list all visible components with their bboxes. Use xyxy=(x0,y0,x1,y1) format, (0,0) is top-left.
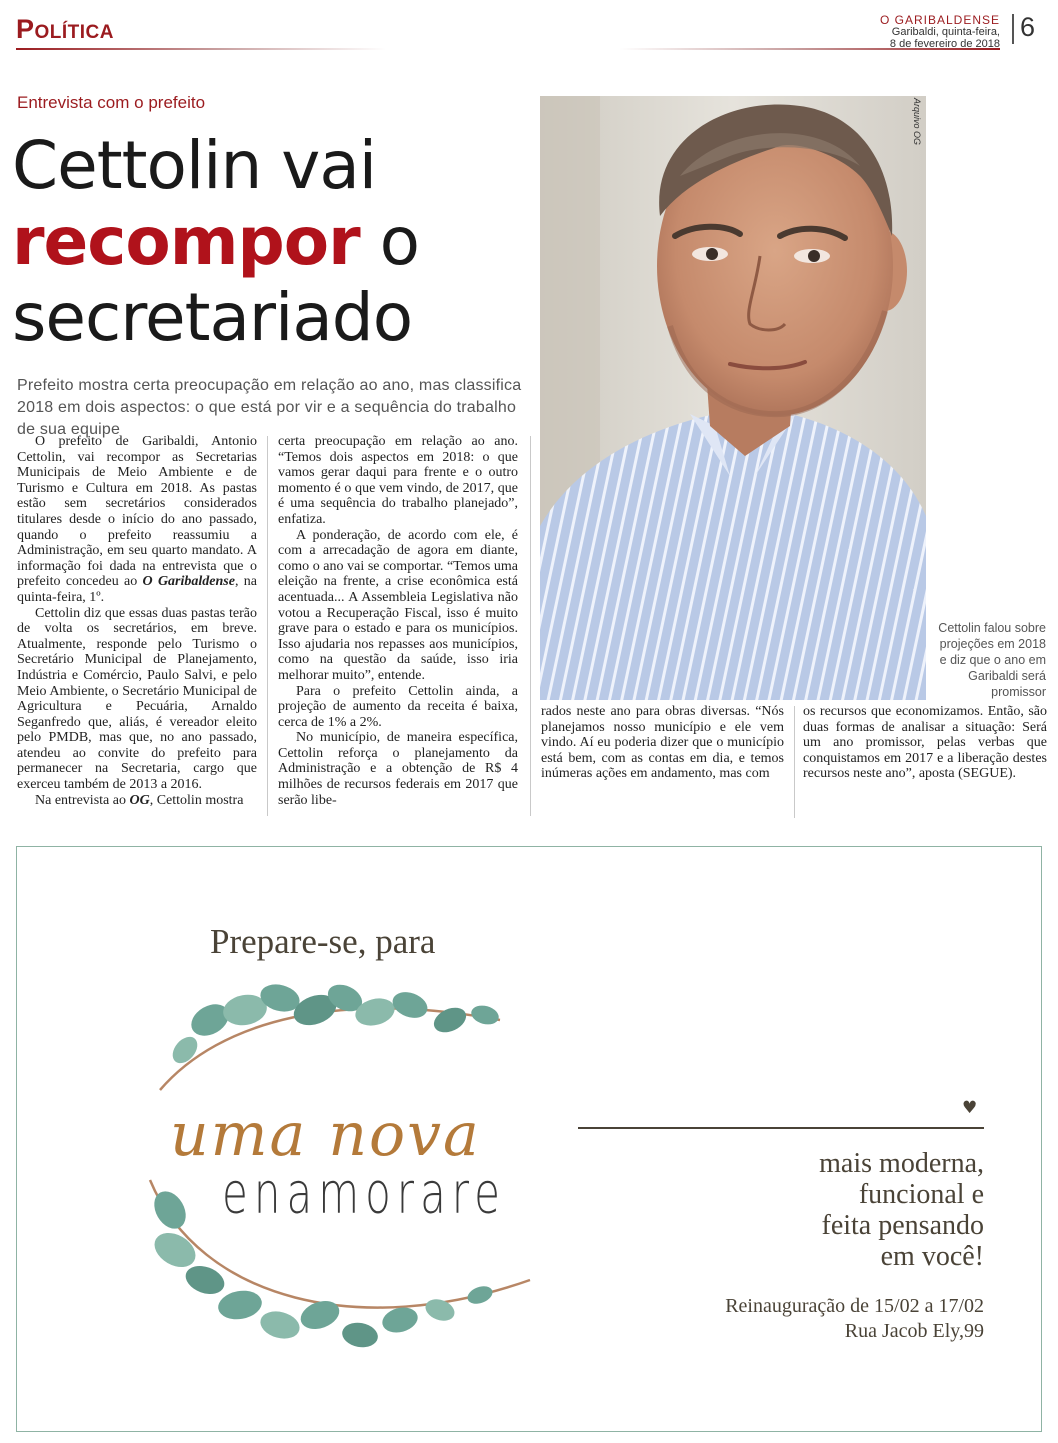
tagline-line: em você! xyxy=(880,1241,984,1272)
headline-line-2-rest: o xyxy=(359,203,420,280)
heart-icon: ♥ xyxy=(962,1098,978,1118)
newspaper-reference: O Garibaldense xyxy=(142,574,235,590)
paragraph-text: Na entrevista ao xyxy=(35,792,130,808)
article-column-1 xyxy=(17,434,257,808)
article-headline xyxy=(12,128,532,356)
paragraph: No município, de maneira específica, Cettolin reforça o planejamento da Administração e a obtenção de R$ 4 milhões de recursos federais em 2017 que serão libe- xyxy=(278,730,518,808)
column-divider xyxy=(530,436,531,816)
paragraph: rados neste ano para obras diversas. “Nós planejamos nosso município e ele vem vindo. Aí eu poderia dizer que o município está bem, com as contas em dia, e temos inúmeras ações em andamento, mas com xyxy=(541,704,784,782)
paragraph: A ponderação, de acordo com ele, é com a arrecadação de agora em diante, como o ano vai se comportar. “Temos uma eleição na frente, a crise econômica está acentuada... A Assembleia Legislativa não votou a Recuperação Fiscal, isso é muito grave para o estado e para os municípios. Isso ajudaria nos repasses aos municípios, como na questão da saúde, isso iria melhorar muito”, entende. xyxy=(278,527,518,683)
newspaper-name: O GARIBALDENSE xyxy=(879,13,1000,27)
paragraph: Cettolin diz que essas duas pastas terão de volta os secretários, em breve. Atualmente, responde pelo Turismo o Secretário Municipal de Planejamento, Indústria e Comércio, Paulo Salvi, e pelo Meio Ambiente, o Secretário Municipal de Agricultura e Pecuária, Arnaldo Seganfredo que, aliás, é vereador eleito pelo PMDB, mas que, no ano passado, atendeu ao convite do prefeito para permanecer na Secretaria, cargo que exerceu também de 2013 a 2016. xyxy=(17,605,257,793)
ad-tagline xyxy=(700,1148,984,1272)
headline-line-3: secretariado xyxy=(12,279,413,356)
header-separator xyxy=(1012,14,1014,44)
header-divider-left xyxy=(16,48,386,50)
headline-line-1: Cettolin vai xyxy=(12,127,377,204)
article-column-2 xyxy=(278,434,518,808)
column-divider xyxy=(267,436,268,816)
column-divider xyxy=(794,706,795,818)
ad-lead-text: Prepare-se, para xyxy=(210,922,436,961)
photo-credit: Arquivo OG xyxy=(912,98,922,146)
brand-logo: enamorare xyxy=(222,1160,506,1227)
date-line-1: Garibaldi, quinta-feira, xyxy=(891,26,1000,38)
tagline-line: funcional e xyxy=(858,1179,984,1210)
paragraph-text: O prefeito de Garibaldi, Antonio Cettolin, vai recompor as Secretarias Municipais de Meio Ambiente e de Turismo e Cultura em 2018. As pastas estão sem secretários considerados titulares desde o início do ano passado, quando o prefeito reassumiu a Administração, em seu quarto mandato. A informação foi dada na entrevista que o prefeito concedeu ao xyxy=(17,434,257,590)
headline-emphasis: recompor xyxy=(12,203,360,280)
article-column-3 xyxy=(541,704,784,782)
date-line-2: 8 de fevereiro de 2018 xyxy=(889,38,1000,50)
portrait-photo xyxy=(540,96,926,700)
event-dates: Reinauguração de 15/02 a 17/02 xyxy=(725,1295,984,1317)
article-standfirst: Prefeito mostra certa preocupação em relação ao ano, mas classifica 2018 em dois aspectos: o que está por vir e a sequência do trabalho de sua equipe xyxy=(17,377,522,438)
event-address: Rua Jacob Ely,99 xyxy=(844,1320,984,1342)
headline-line-2 xyxy=(12,204,532,280)
paragraph: certa preocupação em relação ao ano. “Temos dois aspectos em 2018: o que vamos gerar daqui para frente e o outro momento é o que vem vindo, de 2017, que é uma sequência do trabalho planejado”, enfatiza. xyxy=(278,434,518,527)
article-column-4 xyxy=(803,704,1047,782)
paragraph xyxy=(17,793,257,809)
paragraph-text: , na quinta-feira, 1º. xyxy=(17,574,257,605)
ad-divider xyxy=(578,1127,984,1129)
portrait-illustration xyxy=(540,96,926,700)
ad-script-text: uma nova xyxy=(170,1100,481,1170)
paragraph xyxy=(17,434,257,606)
newspaper-info xyxy=(880,14,1000,50)
section-title: Política xyxy=(16,14,114,44)
paragraph: Para o prefeito Cettolin ainda, a projeção de aumento da receita é baixa, cerca de 1% a 2%. xyxy=(278,683,518,730)
tagline-line: mais moderna, xyxy=(819,1148,984,1179)
article-kicker: Entrevista com o prefeito xyxy=(17,93,206,112)
tagline-line: feita pensando xyxy=(821,1210,984,1241)
newspaper-reference: OG xyxy=(129,792,150,808)
paragraph: os recursos que economizamos. Então, são duas formas de analisar a situação: Será um ano promissor, pelas verbas que conquistamos em 2017 e a liberação destes recursos neste ano”, aposta (SEGUE). xyxy=(803,704,1047,782)
photo-caption: Cettolin falou sobre projeções em 2018 e diz que o ano em Garibaldi será promissor xyxy=(938,621,1046,699)
paragraph-text: , Cettolin mostra xyxy=(149,792,244,808)
ad-event-info xyxy=(620,1294,984,1344)
page-number: 6 xyxy=(1020,12,1036,42)
